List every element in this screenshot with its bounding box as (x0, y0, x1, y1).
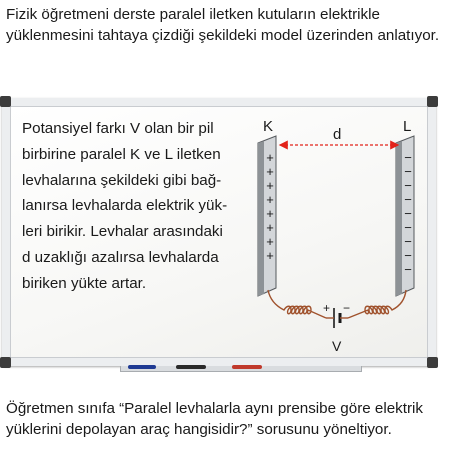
minus-sign: − (404, 206, 412, 221)
red-marker (232, 365, 262, 369)
minus-sign: − (404, 262, 412, 277)
distance-label: d (333, 126, 342, 143)
wire-left-coil (268, 290, 326, 318)
black-marker (176, 365, 206, 369)
intro-paragraph: Fizik öğretmeni derste paralel iletken kutuların elektrikle yüklenmesini tahtaya çizdiği şekildeki model üzerinden anlatıyor. (6, 6, 440, 44)
board-text-line: levhalarına şekildeki gibi bağ- (22, 171, 222, 189)
plus-sign: + (266, 192, 274, 207)
plus-sign: + (266, 220, 274, 235)
board-text-line: d uzaklığı azalırsa levhalarda (22, 248, 219, 266)
battery-voltage-label: V (332, 338, 342, 354)
minus-sign: − (404, 164, 412, 179)
board-text-line: birbirine paralel K ve L iletken (22, 145, 221, 163)
plus-sign: + (266, 178, 274, 193)
board-text-line: lanırsa levhalarda elektrik yük- (22, 197, 228, 215)
blue-marker (128, 365, 156, 369)
board-text-line: leri birikir. Levhalar arasındaki (22, 223, 223, 241)
board-text-line: Potansiyel farkı V olan bir pil (22, 120, 214, 137)
plus-sign: + (266, 150, 274, 165)
plus-sign: + (266, 164, 274, 179)
tray-markers (128, 365, 262, 369)
minus-sign: − (404, 178, 412, 193)
plate-k-label: K (263, 118, 274, 135)
minus-sign: − (404, 150, 412, 165)
plate-l-label: L (403, 118, 412, 135)
board-text-line: biriken yükte artar. (22, 274, 147, 292)
minus-sign: − (404, 234, 412, 249)
minus-sign: − (404, 220, 412, 235)
minus-sign: − (404, 248, 412, 263)
minus-sign: − (404, 192, 412, 207)
battery-minus-label: − (343, 301, 351, 315)
battery-plus-label: + (323, 301, 331, 315)
plus-sign: + (266, 248, 274, 263)
plus-sign: + (266, 206, 274, 221)
question-paragraph: Öğretmen sınıfa “Paralel levhalarla aynı prensibe göre elektrik yüklerini depolayan araç hangisidir?” sorusunu yöneltiyor. (6, 400, 424, 438)
plus-sign: + (266, 234, 274, 249)
